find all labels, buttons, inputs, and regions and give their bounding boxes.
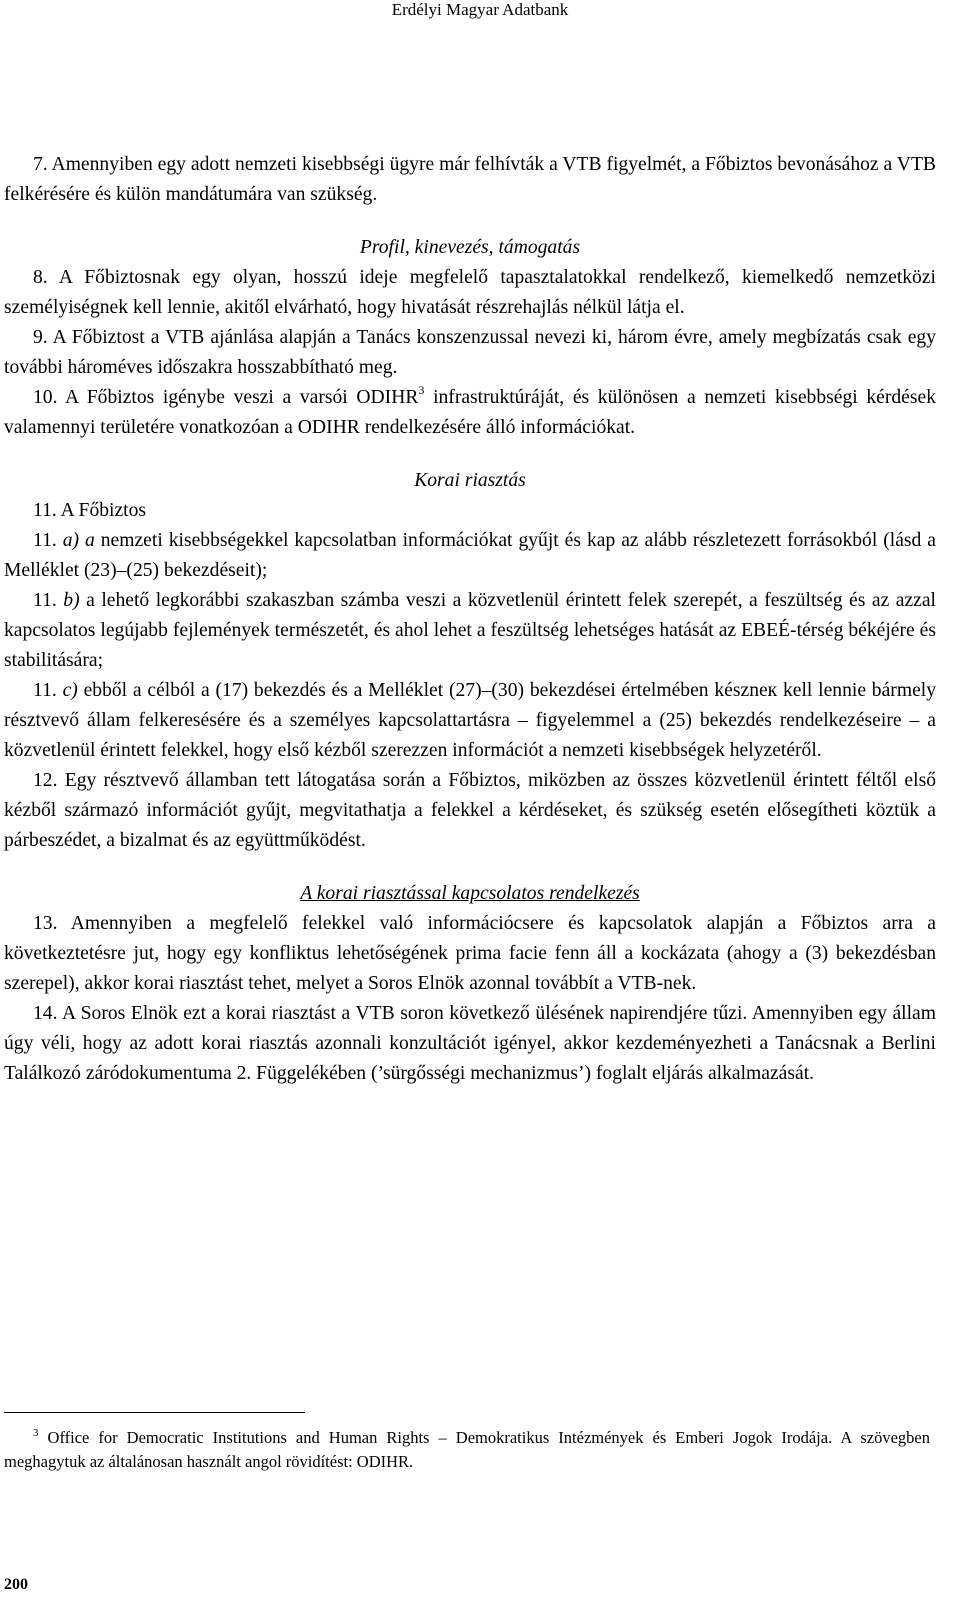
- paragraph-10-text-b: infrastruktúráját, és különösen a nemzeti kisebbségi kérdések valamennyi területére vonatkozóan a ODIHR rendelkezésére álló információkat.: [4, 387, 936, 438]
- paragraph-11a-label: a) a: [62, 530, 95, 551]
- section-heading-early-warning: Korai riasztás: [414, 470, 526, 491]
- paragraph-9: 9. A Főbiztost a VTB ajánlása alapján a Tanács konszenzussal nevezi ki, három évre, amely megbízatás csak egy további hároméves időszakra hosszabbítható meg.: [4, 327, 936, 378]
- document-body: [4, 150, 936, 1089]
- paragraph-7: 7. Amennyiben egy adott nemzeti kisebbségi ügyre már felhívták a VTB figyelmét, a Főbiztos bevonásához a VTB felkérésére és külön mandátumára van szükség.: [4, 154, 936, 205]
- footnote: [4, 1426, 930, 1474]
- paragraph-11c-number: 11.: [33, 680, 63, 701]
- paragraph-10-text-a: 10. A Főbiztos igénybe veszi a varsói ODIHR: [33, 387, 419, 408]
- paragraph-11b-number: 11.: [33, 590, 64, 611]
- running-header: Erdélyi Magyar Adatbank: [391, 0, 569, 19]
- footnote-marker: 3: [33, 1427, 39, 1439]
- paragraph-11c-label: c): [62, 680, 78, 701]
- paragraph-11b-label: b): [63, 590, 80, 611]
- paragraph-11c: [4, 676, 936, 766]
- paragraph-11a-number: 11.: [33, 530, 63, 551]
- paragraph-12: 12. Egy résztvevő államban tett látogatása során a Főbiztos, miközben az összes közvetlenül érintett féltől első kézből származó információt gyűjt, megvitathatja a felekkel a kérdéseket, és szükség esetén elősegítheti köztük a párbeszédet, a bizalmat és az együttműködést.: [4, 770, 936, 851]
- paragraph-8: 8. A Főbiztosnak egy olyan, hosszú ideje megfelelő tapasztalatokkal rendelkező, kiemelkedő nemzetközi személyiségnek kell lennie, akitől elvárható, hogy hivatását részrehajlás nélkül látja el.: [4, 267, 936, 318]
- paragraph-11b: [4, 586, 936, 676]
- section-heading-profile: Profil, kinevezés, támogatás: [359, 237, 581, 258]
- section-heading-early-warning-provision: A korai riasztással kapcsolatos rendelkezés: [300, 883, 640, 904]
- footnote-separator: [4, 1412, 305, 1413]
- paragraph-11a: [4, 526, 936, 586]
- paragraph-14: 14. A Soros Elnök ezt a korai riasztást a VTB soron következő ülésének napirendjére tűzi. Amennyiben egy állam úgy véli, hogy az adott korai riasztás azonnali konzultációt igényel, akkor kezdeményezheti a Tanácsnak a Berlini Találkozó záródokumentuma 2. Függelékében (’sürgősségi mechanizmus’) foglalt eljárás alkalmazását.: [4, 1003, 936, 1084]
- footnote-ref: 3: [418, 383, 425, 397]
- footnote-text: Office for Democratic Institutions and Human Rights – Demokratikus Intézmények és Emberi Jogok Irodája. A szövegben meghagytuk az általánosan használt angol rövidítést: ODIHR.: [4, 1428, 930, 1471]
- paragraph-11: 11. A Főbiztos: [33, 500, 147, 521]
- paragraph-10: [4, 383, 936, 443]
- paragraph-11c-text: ebből a célból a (17) bekezdés és a Melléklet (27)–(30) bekezdései értelmében készneк kell lennie bármely résztvevő állam felkeresésére és a személyes kapcsolattartásra – figyelemmel a (25) bekezdés rendelkezéseire – a közvetlenül érintett felekkel, hogy első kézből szerezzen információt a nemzeti kisebbségek helyzetéről.: [4, 680, 937, 761]
- paragraph-13: 13. Amennyiben a megfelelő felekkel való információcsere és kapcsolatok alapján a Főbiztos arra a következtetésre jut, hogy egy konfliktus lehetőségének prima facie fenn áll a kockázata (ahogy a (3) bekezdésban szerepel), akkor korai riasztást tehet, melyet a Soros Elnök azonnal továbbít a VTB-nek.: [4, 913, 936, 994]
- page-number: 200: [4, 1576, 28, 1593]
- paragraph-11a-text: nemzeti kisebbségekkel kapcsolatban információkat gyűjt és kap az alább részletezett forrásokból (lásd a Melléklet (23)–(25) bekezdéseit);: [4, 530, 936, 581]
- paragraph-11b-text: a lehető legkorábbi szakaszban számba veszi a közvetlenül érintett felek szerepét, a feszültség és az azzal kapcsolatos legújabb fejlemények természetét, és ahol lehet a feszültség lehetséges hatását az EBEÉ-térség békéjére és stabilitására;: [4, 590, 937, 671]
